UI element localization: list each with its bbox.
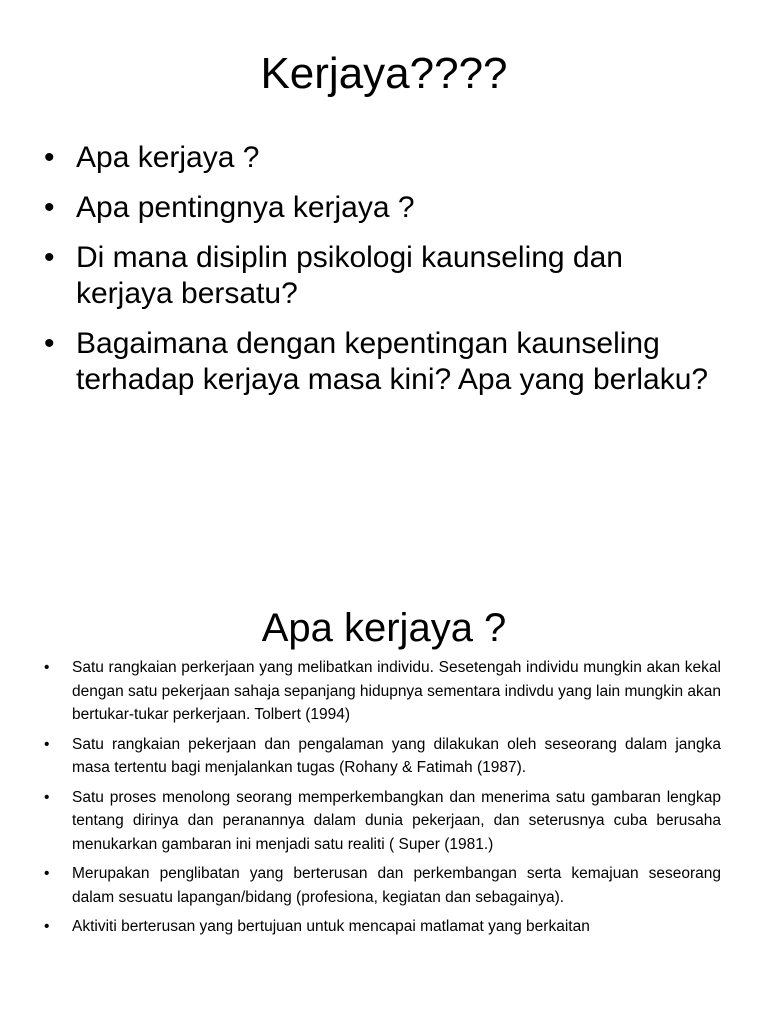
list-item-text: Apa kerjaya ? <box>76 141 260 174</box>
list-item-text: Aktiviti berterusan yang bertujuan untuk mencapai matlamat yang berkaitan <box>72 918 590 935</box>
list-item-text: Satu rangkaian pekerjaan dan pengalaman yang dilakukan oleh seseorang dalam jangka masa tertentu bagi menjalankan tugas (Rohany & Fatimah (1987). <box>72 735 721 776</box>
bullet-icon: • <box>44 788 50 806</box>
bullet-icon: • <box>44 141 55 174</box>
list-item <box>44 786 721 857</box>
list-item-text: Satu rangkaian perkerjaan yang melibatkan individu. Sesetengah individu mungkin akan kekal dengan satu pekerjaan sahaja sepanjang hidupnya sementara indivdu yang lain mungkin akan bertukar-tukar perkerjaan. Tolbert (1994) <box>72 659 721 723</box>
list-item <box>44 240 724 312</box>
list-item <box>44 140 724 176</box>
bullet-icon: • <box>44 191 55 224</box>
list-item <box>44 326 724 398</box>
bullet-icon: • <box>44 735 50 753</box>
list-item-text: Apa pentingnya kerjaya ? <box>76 191 415 224</box>
list-item <box>44 733 721 780</box>
list-item-text: Bagaimana dengan kepentingan kaunseling terhadap kerjaya masa kini? Apa yang berlaku? <box>76 327 709 396</box>
definition-list <box>44 656 721 945</box>
list-item-text: Di mana disiplin psikologi kaunseling dan kerjaya bersatu? <box>76 241 623 310</box>
list-item <box>44 190 724 226</box>
bullet-icon: • <box>44 659 50 676</box>
list-item <box>44 915 721 939</box>
slide-title: Apa kerjaya ? <box>261 606 507 650</box>
slide-apa-kerjaya <box>0 512 768 1024</box>
slide-title: Kerjaya???? <box>260 49 508 98</box>
list-item-text: Satu proses menolong seorang memperkembangkan dan menerima satu gambaran lengkap tentang dirinya dan peranannya dalam dunia pekerjaan, dan seterusnya cuba berusaha menukarkan gambaran ini menjadi satu realiti ( Super (1981.) <box>72 788 721 853</box>
list-item-text: Merupakan penglibatan yang berterusan dan perkembangan serta kemajuan seseorang dalam sesuatu lapangan/bidang (profesiona, kegiatan dan sebagainya). <box>72 865 721 906</box>
bullet-icon: • <box>44 327 55 360</box>
list-item <box>44 656 721 727</box>
question-list <box>44 140 724 412</box>
bullet-icon: • <box>44 241 55 274</box>
bullet-icon: • <box>44 918 50 935</box>
bullet-icon: • <box>44 865 50 882</box>
list-item <box>44 862 721 909</box>
